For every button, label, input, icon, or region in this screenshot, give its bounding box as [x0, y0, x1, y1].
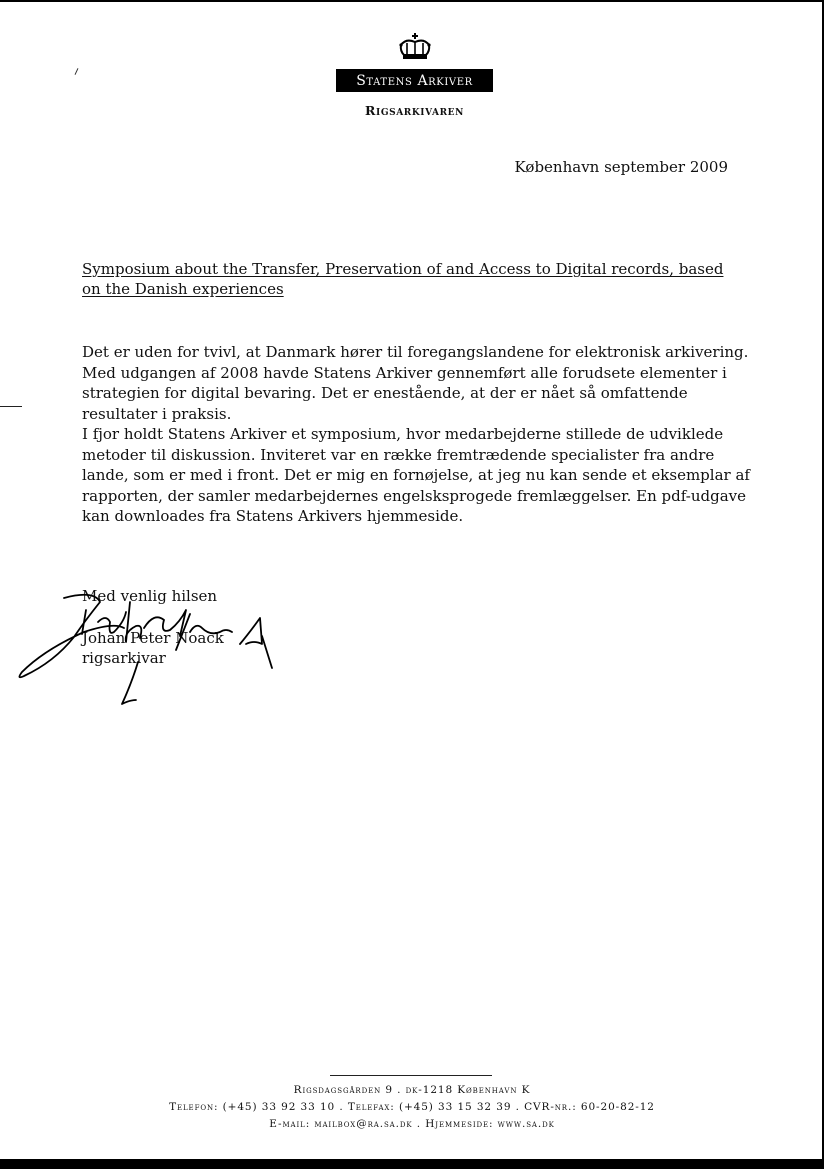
body-paragraph-1: Det er uden for tvivl, at Danmark hører til foregangslandene for elektronisk arkivering. Med udgangen af 2008 havde Statens Arkiver gennemført alle forudsete elementer i strategien for digital bevaring. Det er enestående, at der er nået så omfattende resultater i praksis. — [82, 343, 749, 423]
logo-text: Statens Arkiver — [356, 72, 473, 89]
letter-footer — [0, 1082, 824, 1133]
scan-speck — [75, 68, 79, 75]
signer-title: rigsarkivar — [82, 649, 166, 667]
signer-name: Johan Peter Noack — [82, 629, 224, 647]
footer-divider — [330, 1075, 492, 1076]
closing-block — [82, 586, 224, 668]
letter-subject: Symposium about the Transfer, Preservation of and Access to Digital records, based on the Danish experiences — [82, 260, 724, 298]
logo-wordmark — [336, 69, 493, 92]
scan-border-top — [0, 0, 824, 2]
fold-mark — [0, 406, 22, 407]
footer-address: Rigsdagsgården 9 . dk-1218 København K — [293, 1084, 531, 1096]
crown-icon — [397, 33, 433, 63]
department-name: Rigsarkivaren — [365, 103, 464, 118]
letter-date: København september 2009 — [514, 158, 728, 176]
footer-web: E-mail: mailbox@ra.sa.dk . Hjemmeside: www.sa.dk — [269, 1118, 555, 1130]
closing-greeting: Med venlig hilsen — [82, 587, 218, 605]
body-paragraph-2: I fjor holdt Statens Arkiver et symposium, hvor medarbejderne stillede de udviklede metoder til diskussion. Inviteret var en række fremtrædende specialister fra andre lande, som er med i front. Det er mig en fornøjelse, at jeg nu kan sende et eksemplar af rapporten, der samler medarbejdernes engelsksprogede fremlæggelser. En pdf-udgave kan downloades fra Statens Arkivers hjemmeside. — [82, 425, 750, 525]
scan-border-bottom — [0, 1159, 824, 1169]
footer-contact: Telefon: (+45) 33 92 33 10 . Telefax: (+45) 33 15 32 39 . CVR-nr.: 60-20-82-12 — [169, 1101, 655, 1113]
